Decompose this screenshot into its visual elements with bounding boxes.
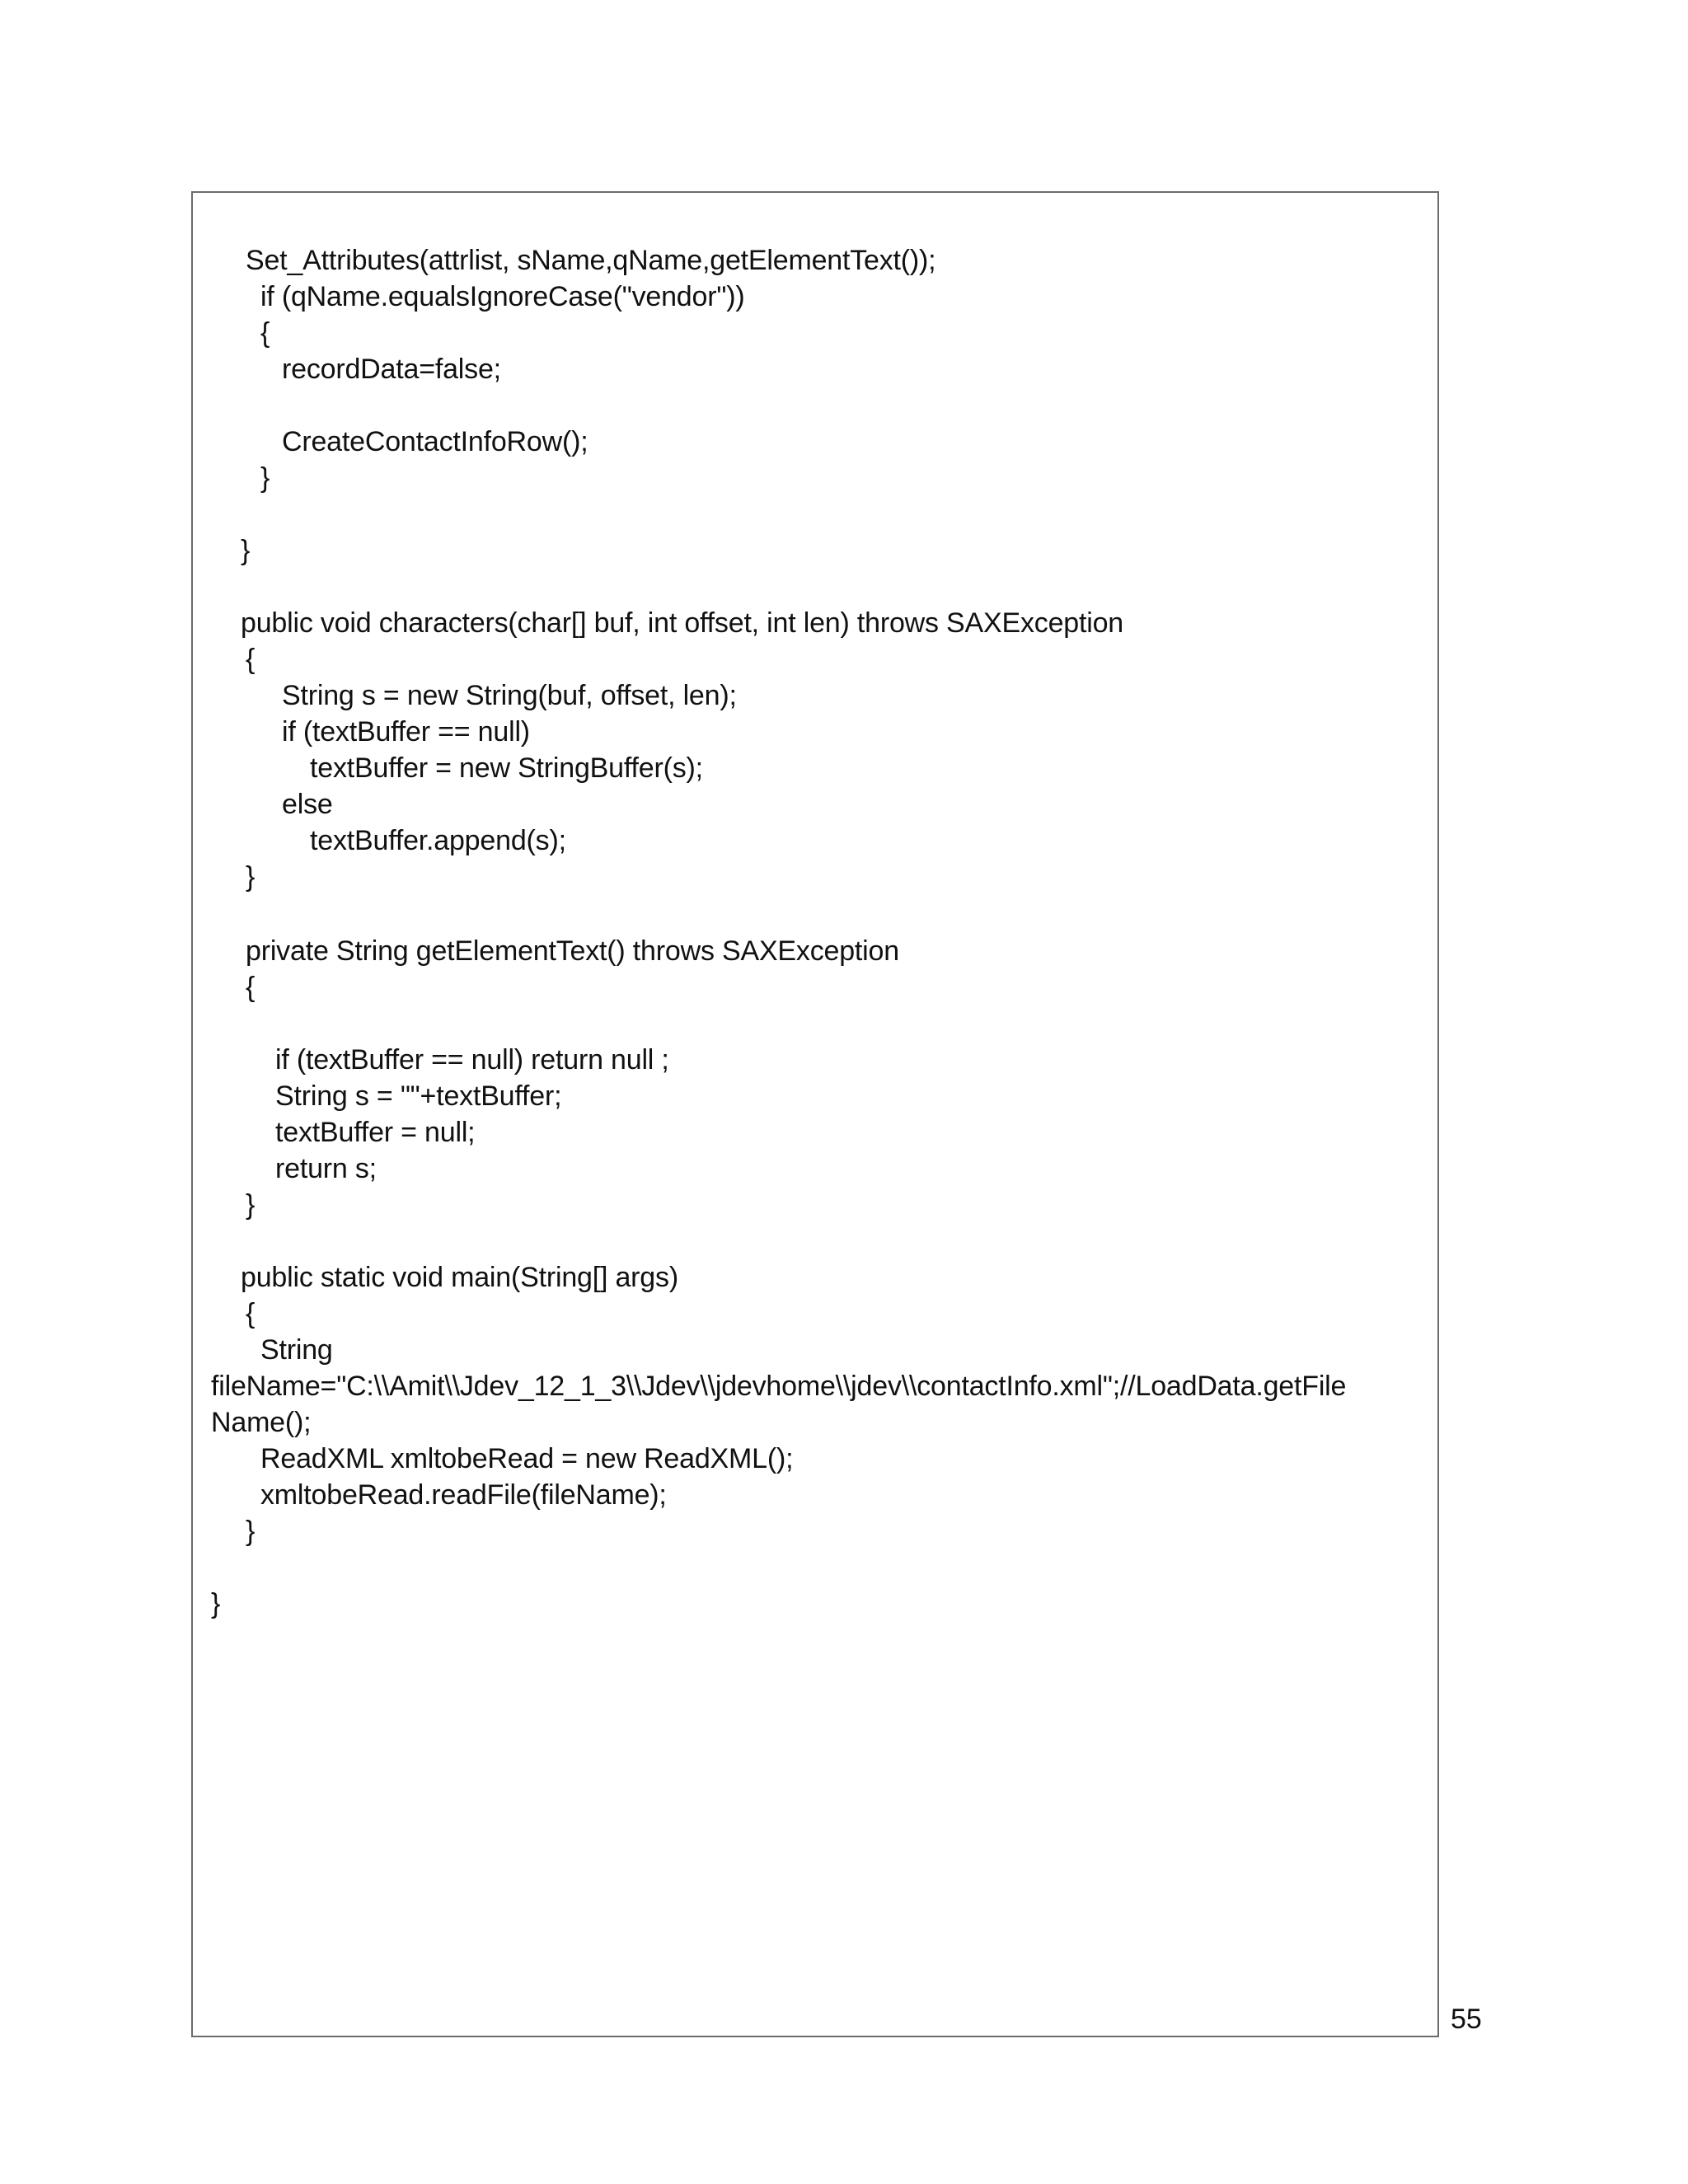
code-line: if (textBuffer == null) return null ;: [275, 1044, 669, 1076]
code-line: ReadXML xmltobeRead = new ReadXML();: [260, 1443, 794, 1474]
code-line: fileName="C:\\Amit\\Jdev_12_1_3\\Jdev\\jdevhome\\jdev\\contactInfo.xml";//LoadData.getFile: [211, 1371, 1347, 1402]
code-line: }: [246, 1189, 256, 1221]
code-line: else: [282, 789, 333, 820]
code-line: Name();: [211, 1407, 312, 1438]
code-line: textBuffer = new StringBuffer(s);: [310, 752, 703, 784]
code-line: public static void main(String[] args): [241, 1262, 678, 1293]
code-line: }: [246, 861, 256, 893]
code-line: public void characters(char[] buf, int offset, int len) throws SAXException: [241, 607, 1124, 639]
code-line: }: [211, 1588, 221, 1619]
code-line: private String getElementText() throws SAXException: [246, 935, 899, 967]
code-line: {: [246, 972, 256, 1003]
code-line: CreateContactInfoRow();: [282, 426, 588, 457]
code-line: xmltobeRead.readFile(fileName);: [260, 1479, 667, 1511]
code-line: }: [246, 1516, 256, 1547]
code-line: String: [260, 1334, 333, 1366]
code-line: textBuffer.append(s);: [310, 825, 566, 856]
code-line: recordData=false;: [282, 354, 501, 385]
code-line: String s = ""+textBuffer;: [275, 1080, 562, 1112]
code-line: if (textBuffer == null): [282, 716, 530, 748]
code-line: return s;: [275, 1153, 377, 1184]
code-line: {: [246, 1298, 256, 1329]
code-listing-frame: [191, 191, 1439, 2037]
code-line: if (qName.equalsIgnoreCase("vendor")): [260, 281, 745, 312]
code-line: }: [241, 535, 251, 566]
code-line: {: [260, 317, 270, 349]
code-line: String s = new String(buf, offset, len);: [282, 680, 737, 711]
code-line: }: [260, 462, 270, 494]
code-line: Set_Attributes(attrlist, sName,qName,getElementText());: [246, 245, 936, 276]
page-number: 55: [1451, 2004, 1482, 2035]
code-line: textBuffer = null;: [275, 1117, 476, 1148]
code-line: {: [246, 644, 256, 675]
